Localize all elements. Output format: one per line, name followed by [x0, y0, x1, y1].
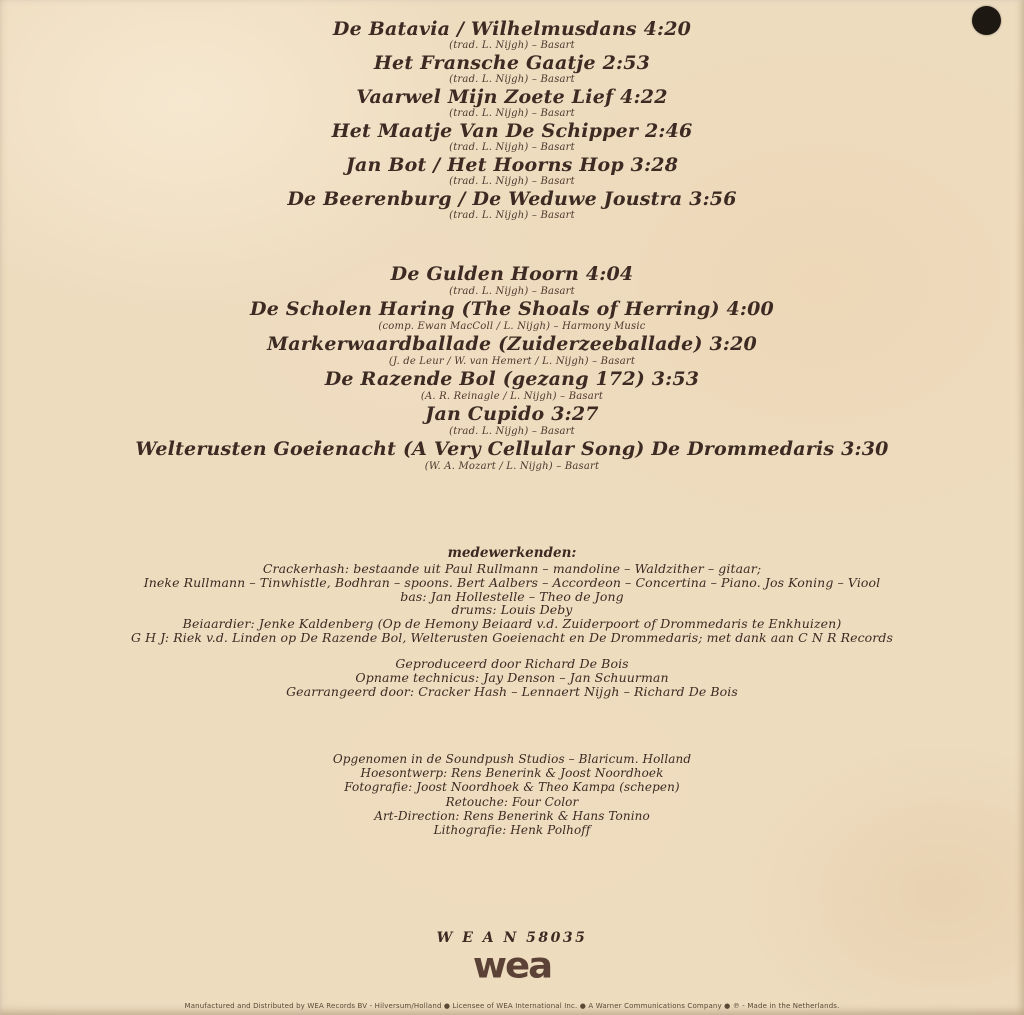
track-item: [0, 369, 1024, 403]
track-credit: (trad. L. Nijgh) – Basart: [449, 74, 575, 85]
track-credit: (J. de Leur / W. van Hemert / L. Nijgh) – Basart: [388, 356, 636, 367]
studio-credit-line: Fotografie: Joost Noordhoek & Theo Kampa (schepen): [344, 780, 680, 795]
track-title: De Scholen Haring (The Shoals of Herring) 4:00: [250, 298, 774, 320]
track-item: [0, 87, 1024, 120]
track-credit: (trad. L. Nijgh) – Basart: [449, 142, 575, 153]
track-item: [0, 264, 1024, 298]
track-item: [0, 299, 1024, 333]
track-title: Jan Bot / Het Hoorns Hop 3:28: [345, 154, 679, 176]
studio-artwork-credits-section: [0, 752, 1024, 837]
contributors-line: G H J: Riek v.d. Linden op De Razende Bol, Welterusten Goeienacht en De Drommedaris; met dank aan C N R Records: [131, 629, 893, 645]
studio-credit-line: Hoesontwerp: Rens Benerink & Joost Noordhoek: [360, 766, 664, 781]
contributors-line: Crackerhash: bestaande uit Paul Rullmann – mandoline – Waldzither – gitaar;: [262, 561, 762, 576]
track-title: De Gulden Hoorn 4:04: [390, 263, 634, 285]
track-credit: (trad. L. Nijgh) – Basart: [449, 40, 575, 51]
side-b-tracklist: [0, 264, 1024, 474]
track-credit: (trad. L. Nijgh) – Basart: [449, 286, 575, 297]
track-item: [0, 334, 1024, 368]
track-title: Vaarwel Mijn Zoete Lief 4:22: [356, 86, 668, 108]
studio-credit-line: Lithografie: Henk Polhoff: [433, 823, 591, 838]
production-credit-line: Geproduceerd door Richard De Bois: [395, 656, 629, 671]
production-credit-line: Gearrangeerd door: Cracker Hash – Lennaert Nijgh – Richard De Bois: [286, 684, 738, 700]
track-credit: (trad. L. Nijgh) – Basart: [449, 426, 575, 437]
contributors-line: drums: Louis Deby: [451, 602, 573, 618]
production-credit-line: Opname technicus: Jay Denson – Jan Schuurman: [355, 670, 669, 686]
track-title: De Batavia / Wilhelmusdans 4:20: [332, 18, 692, 40]
track-title: Markerwaardballade (Zuiderzeeballade) 3:20: [267, 333, 757, 355]
contributors-line: Ineke Rullmann – Tinwhistle, Bodhran – spoons. Bert Aalbers – Accordeon – Concertina – Piano. Jos Koning – Viool: [143, 574, 881, 590]
track-title: Jan Cupido 3:27: [425, 403, 599, 425]
track-item: [0, 189, 1024, 222]
production-credits-section: [0, 657, 1024, 700]
track-title: De Beerenburg / De Weduwe Joustra 3:56: [287, 188, 737, 210]
track-item: [0, 404, 1024, 438]
track-credit: (W. A. Mozart / L. Nijgh) – Basart: [424, 461, 600, 472]
track-title: Welterusten Goeienacht (A Very Cellular Song) De Drommedaris 3:30: [135, 438, 889, 460]
track-item: [0, 439, 1024, 473]
track-credit: (comp. Ewan MacColl / L. Nijgh) – Harmony Music: [378, 321, 646, 332]
contributors-line: Beiaardier: Jenke Kaldenberg (Op de Hemony Beiaard v.d. Zuiderpoort of Drommedaris te Enkhuizen): [182, 616, 842, 632]
studio-credit-line: Opgenomen in de Soundpush Studios – Blaricum. Holland: [332, 752, 692, 766]
track-credit: (trad. L. Nijgh) – Basart: [449, 210, 575, 221]
track-title: De Razende Bol (gezang 172) 3:53: [324, 368, 700, 390]
track-title: Het Maatje Van De Schipper 2:46: [331, 120, 693, 142]
track-item: [0, 53, 1024, 86]
track-item: [0, 19, 1024, 52]
track-credit: (trad. L. Nijgh) – Basart: [449, 176, 575, 187]
track-credit: (trad. L. Nijgh) – Basart: [449, 108, 575, 119]
contributors-section: [0, 545, 1024, 645]
side-a-tracklist: [0, 19, 1024, 223]
track-title: Het Fransche Gaatje 2:53: [373, 52, 651, 74]
track-item: [0, 155, 1024, 188]
track-credit: (A. R. Reinagle / L. Nijgh) – Basart: [420, 391, 604, 402]
wea-logo: wea: [472, 945, 552, 986]
catalog-number: W E A N 58035: [436, 930, 588, 946]
contributors-heading: medewerkenden:: [447, 545, 577, 561]
manufacturing-fine-print: Manufactured and Distributed by WEA Records BV - Hilversum/Holland ● Licensee of WEA International Inc. ● A Warner Communications Company ● ℗ - Made in the Netherlands.: [184, 1002, 840, 1010]
contributors-line: bas: Jan Hollestelle – Theo de Jong: [400, 588, 624, 604]
studio-credit-line: Art-Direction: Rens Benerink & Hans Tonino: [374, 808, 650, 823]
studio-credit-line: Retouche: Four Color: [445, 794, 579, 809]
track-item: [0, 121, 1024, 154]
